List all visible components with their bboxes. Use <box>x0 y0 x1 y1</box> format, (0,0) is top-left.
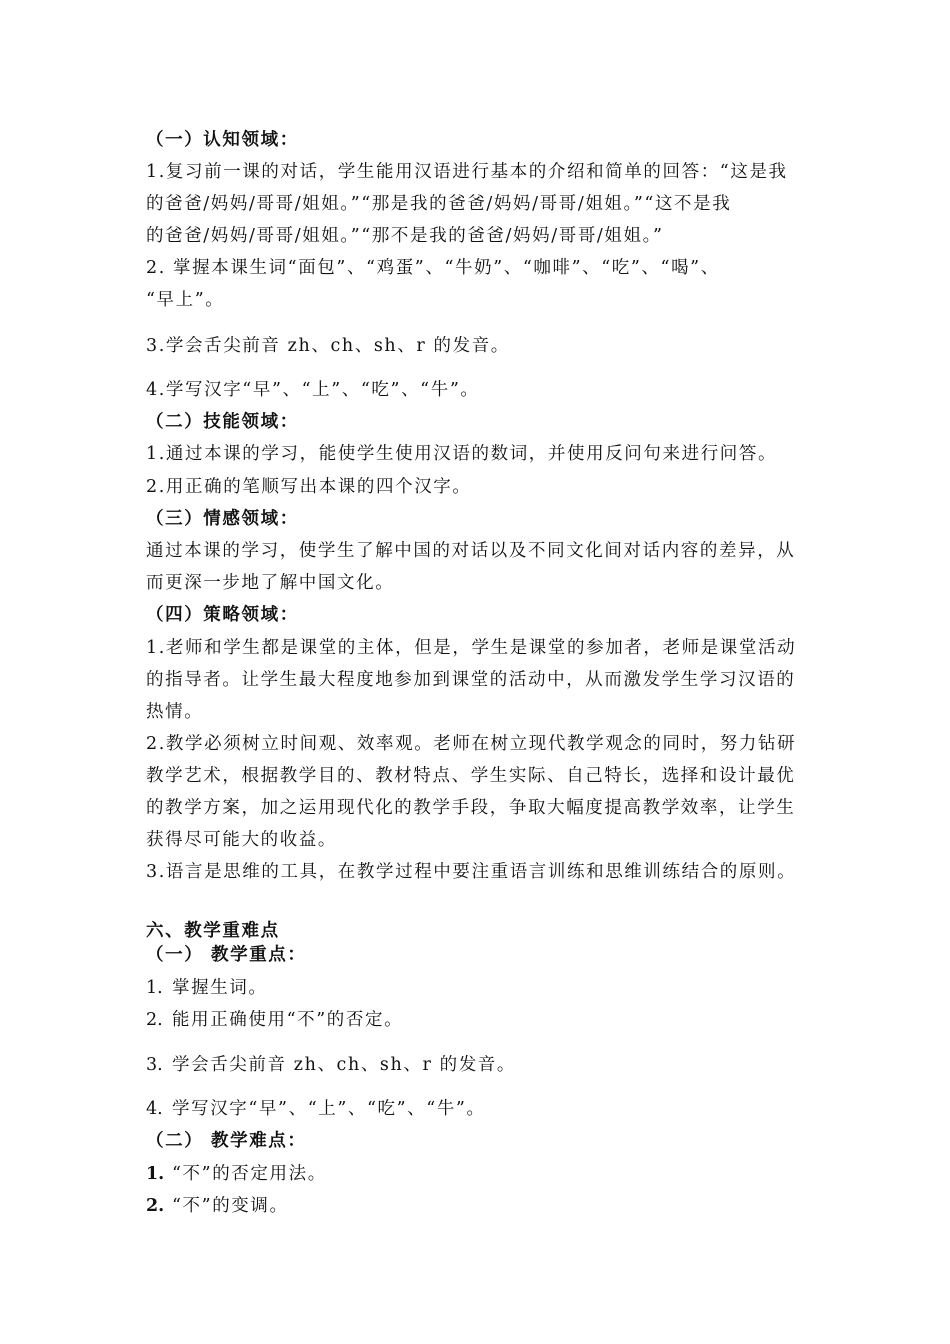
cognitive-item2-line2: “早上”。 <box>146 290 225 310</box>
key-point-item <box>146 1008 403 1032</box>
difficult-point-item <box>146 1194 289 1218</box>
key-point-item <box>146 1053 516 1077</box>
strategy-item2-line3: 的教学方案，加之运用现代化的教学手段，争取大幅度提高教学效率，让学生 <box>146 798 796 818</box>
list-text: 能用正确使用“不”的否定。 <box>172 1010 404 1030</box>
list-text: “不”的变调。 <box>172 1196 289 1216</box>
cognitive-item1-line3: 的爸爸/妈妈/哥哥/姐姐。”“那不是我的爸爸/妈妈/哥哥/姐姐。” <box>146 226 664 246</box>
strategy-item3: 3.语言是思维的工具，在教学过程中要注重语言训练和思维训练结合的原则。 <box>146 862 797 882</box>
skills-item1: 1.通过本课的学习，能使学生使用汉语的数词，并使用反问句来进行问答。 <box>146 444 778 464</box>
list-number: 2. <box>146 1196 165 1216</box>
strategy-item1-line1: 1.老师和学生都是课堂的主体，但是，学生是课堂的参加者，老师是课堂活动 <box>146 638 797 658</box>
list-number: 4. <box>146 1099 163 1119</box>
list-text: 掌握生词。 <box>172 978 268 998</box>
key-point-item <box>146 976 268 1000</box>
difficult-points-heading: （二） 教学难点： <box>146 1131 307 1151</box>
skills-item2: 2.用正确的笔顺写出本课的四个汉字。 <box>146 477 472 497</box>
affective-heading: （三）情感领域： <box>146 509 299 529</box>
key-points-heading: （一） 教学重点： <box>146 945 307 965</box>
strategy-item1-line3: 热情。 <box>146 702 204 722</box>
cognitive-item1-line1: 1.复习前一课的对话，学生能用汉语进行基本的介绍和简单的回答：“这是我 <box>146 162 788 182</box>
affective-line1: 通过本课的学习，使学生了解中国的对话以及不同文化间对话内容的差异，从 <box>146 541 796 561</box>
list-text: 学会舌尖前音 zh、ch、sh、r 的发音。 <box>172 1055 517 1075</box>
list-number: 2. <box>146 1010 163 1030</box>
affective-line2: 而更深一步地了解中国文化。 <box>146 573 395 593</box>
section6-title: 六、教学重难点 <box>146 921 280 941</box>
list-number: 1. <box>146 978 163 998</box>
cognitive-item4: 4.学写汉字“早”、“上”、“吃”、“牛”。 <box>146 380 480 400</box>
strategy-item2-line4: 获得尽可能大的收益。 <box>146 830 337 850</box>
cognitive-item1-line2: 的爸爸/妈妈/哥哥/姐姐。”“那是我的爸爸/妈妈/哥哥/姐姐。”“这不是我 <box>146 194 732 214</box>
strategy-item2-line1: 2.教学必须树立时间观、效率观。老师在树立现代教学观念的同时，努力钻研 <box>146 734 797 754</box>
cognitive-item3: 3.学会舌尖前音 zh、ch、sh、r 的发音。 <box>146 336 510 356</box>
strategy-heading: （四）策略领域： <box>146 605 299 625</box>
list-number: 1. <box>146 1164 165 1184</box>
cognitive-item2-line1: 2. 掌握本课生词“面包”、“鸡蛋”、“牛奶”、“咖啡”、“吃”、“喝”、 <box>146 258 720 278</box>
list-number: 3. <box>146 1055 163 1075</box>
skills-heading: （二）技能领域： <box>146 412 299 432</box>
list-text: 学写汉字“早”、“上”、“吃”、“牛”。 <box>172 1099 486 1119</box>
strategy-item2-line2: 教学艺术，根据教学目的、教材特点、学生实际、自己特长，选择和设计最优 <box>146 766 796 786</box>
strategy-item1-line2: 的指导者。让学生最大程度地参加到课堂的活动中，从而激发学生学习汉语的 <box>146 670 796 690</box>
cognitive-heading: （一）认知领域： <box>146 130 299 150</box>
difficult-point-item <box>146 1162 327 1186</box>
key-point-item <box>146 1097 486 1121</box>
list-text: “不”的否定用法。 <box>172 1164 327 1184</box>
